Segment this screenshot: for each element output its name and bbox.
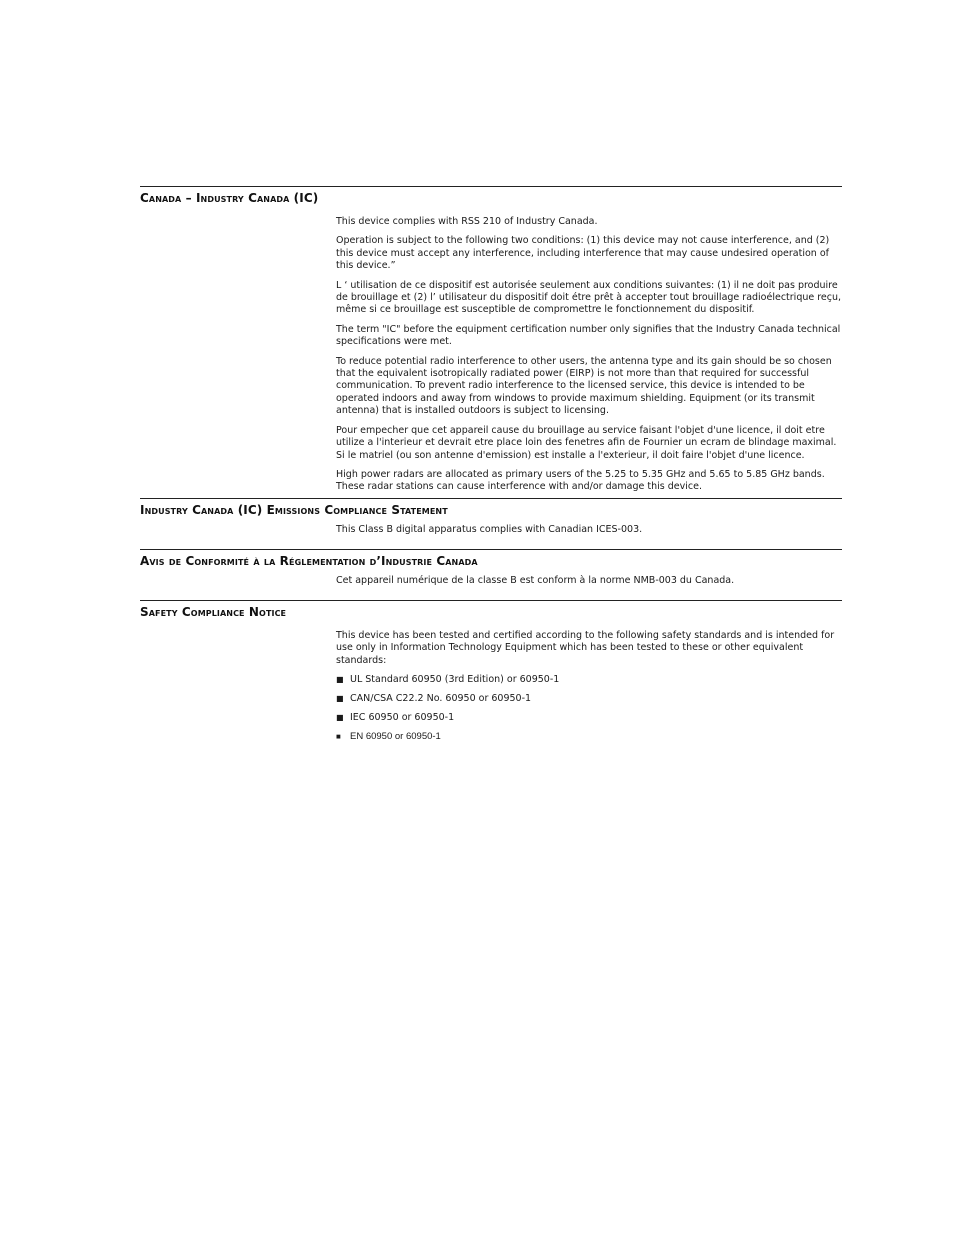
bullet-square-icon: ■ xyxy=(336,731,341,741)
section-heading: Safety Compliance Notice xyxy=(140,605,287,619)
list-item xyxy=(336,674,842,686)
section-ic-emissions xyxy=(140,498,842,543)
section-body xyxy=(336,216,842,494)
section-body xyxy=(336,630,842,743)
paragraph: The term "IC" before the equipment certification number only signifies that the Industry Canada technical specifications were met. xyxy=(336,323,841,348)
bullet-square-icon: ■ xyxy=(336,675,344,685)
section-body xyxy=(336,524,842,536)
section-divider xyxy=(140,600,842,601)
list-item xyxy=(336,693,842,705)
section-heading: Avis de Conformité à la Réglementation d’Industrie Canada xyxy=(140,554,478,568)
section-divider xyxy=(140,549,842,550)
paragraph: To reduce potential radio interference to other users, the antenna type and its gain should be so chosen that the equivalent isotropically radiated power (EIRP) is not more than that required for successful communication. To prevent radio interference to the licensed service, this device is intended to be operated indoors and away from windows to provide maximum shielding. Equipment (or its transmit antenna) that is installed outdoors is subject to licensing. xyxy=(336,355,832,417)
paragraph: This device complies with RSS 210 of Industry Canada. xyxy=(336,216,598,227)
bullet-square-icon: ■ xyxy=(336,713,344,723)
list-item-text: IEC 60950 or 60950-1 xyxy=(350,712,455,724)
section-avis-conformite xyxy=(140,549,842,594)
list-item-text: EN 60950 or 60950-1 xyxy=(350,730,441,742)
section-body xyxy=(336,575,842,587)
list-item-text: CAN/CSA C22.2 No. 60950 or 60950-1 xyxy=(350,693,532,705)
section-industry-canada xyxy=(140,186,842,501)
paragraph: This device has been tested and certified according to the following safety standards and is intended for use only in Information Technology Equipment which has been tested to these or other equivalent standards: xyxy=(336,630,835,666)
list-item xyxy=(336,731,842,743)
list-item-text: UL Standard 60950 (3rd Edition) or 60950-1 xyxy=(350,674,560,686)
section-divider xyxy=(140,498,842,499)
paragraph: High power radars are allocated as primary users of the 5.25 to 5.35 GHz and 5.65 to 5.85 GHz bands. These radar stations can cause interference with and/or damage this device. xyxy=(336,468,825,493)
section-heading: Canada – Industry Canada (IC) xyxy=(140,191,319,205)
section-heading: Industry Canada (IC) Emissions Compliance Statement xyxy=(140,503,448,517)
paragraph: Pour empecher que cet appareil cause du brouillage au service faisant l'objet d'une licence, il doit etre utilize a l'interieur et devrait etre place loin des fenetres afin de Fournier un ecram de blindage maximal. Si le matriel (ou son antenne d'emission) est installe a l'exterieur, il doit faire l'objet d'une licence. xyxy=(336,424,837,461)
section-divider xyxy=(140,186,842,187)
paragraph: L ‘ utilisation de ce dispositif est autorisée seulement aux conditions suivantes: (1) il ne doit pas produire de brouillage et (2) l’ utilisateur du dispositif doit étre prêt à accepter tout brouillage radioélectrique reçu, même si ce brouillage est susceptible de compromettre le fonctionnement du dispositif. xyxy=(336,279,842,316)
section-safety-compliance xyxy=(140,600,842,750)
bullet-square-icon: ■ xyxy=(336,694,344,704)
standards-list xyxy=(336,674,842,743)
list-item xyxy=(336,712,842,724)
paragraph: Operation is subject to the following two conditions: (1) this device may not cause interference, and (2) this device must accept any interference, including interference that may cause undesired operation of this device.” xyxy=(336,235,830,272)
paragraph: Cet appareil numérique de la classe B est conform à la norme NMB-003 du Canada. xyxy=(336,575,735,586)
paragraph: This Class B digital apparatus complies with Canadian ICES-003. xyxy=(336,524,643,535)
